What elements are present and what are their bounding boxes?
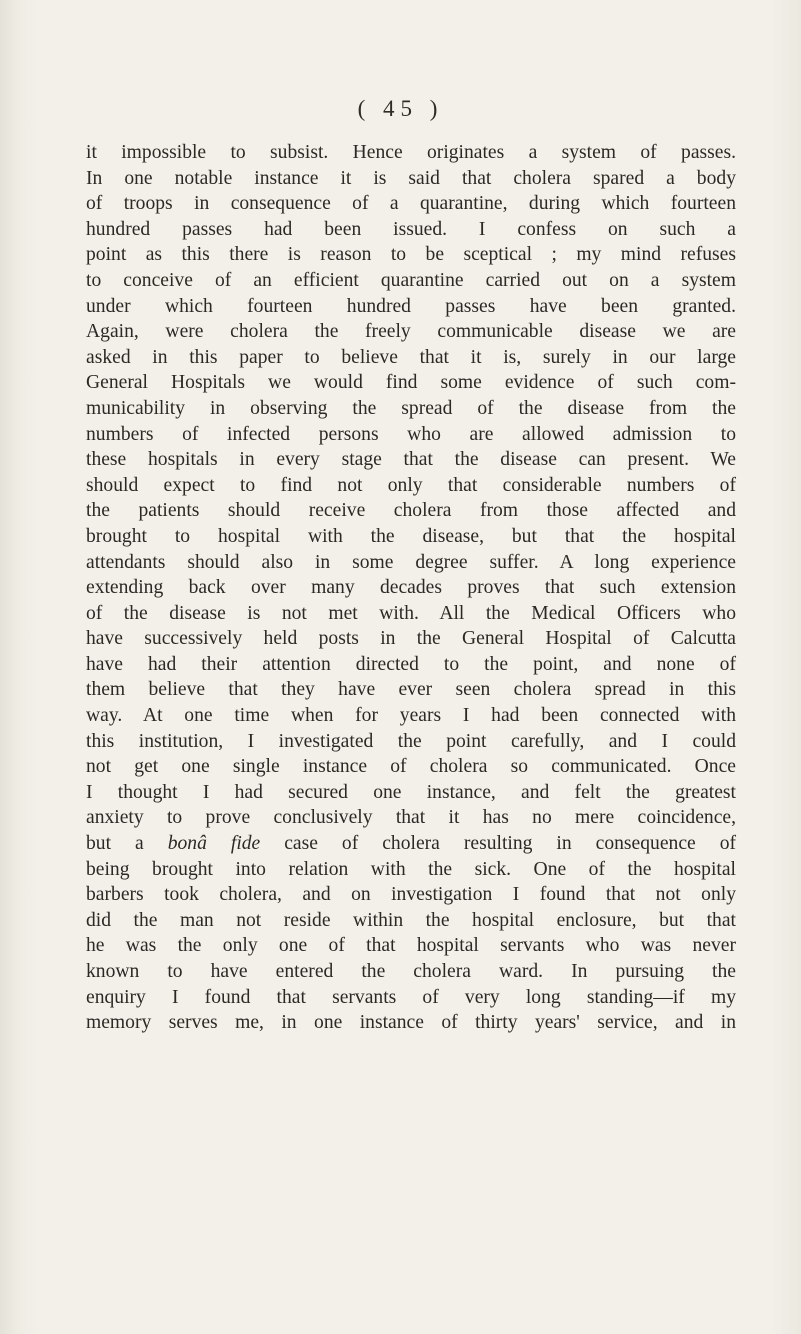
text-line-26: I thought I had secured one instance, and felt the greatest: [86, 781, 736, 803]
text-line-23: way. At one time when for years I had been connected with: [86, 705, 736, 727]
text-line-15: the patients should receive cholera from those affected and: [86, 500, 736, 522]
text-line-14: should expect to find not only that considerable numbers of: [86, 474, 736, 496]
text-line-3: of troops in consequence of a quarantine, during which fourteen: [86, 193, 736, 215]
text-line-11: municability in observing the spread of the disease from the: [86, 397, 736, 419]
text-line-8: Again, were cholera the freely communicable disease we are: [86, 321, 736, 343]
text-line-18: extending back over many decades proves that such extension: [86, 577, 736, 599]
text-line-25: not get one single instance of cholera so communicated. Once: [86, 756, 736, 778]
text-line-10: General Hospitals we would find some evidence of such com-: [86, 372, 736, 394]
text-line-5: point as this there is reason to be sceptical ; my mind refuses: [86, 244, 736, 266]
text-line-9: asked in this paper to believe that it is, surely in our large: [86, 346, 736, 368]
text-line-1: it impossible to subsist. Hence originates a system of passes.: [86, 142, 736, 163]
text-line-7: under which fourteen hundred passes have been granted.: [86, 295, 736, 317]
text-line-20: have successively held posts in the General Hospital of Calcutta: [86, 628, 736, 650]
text-line-12: numbers of infected persons who are allowed admission to: [86, 423, 736, 445]
text-line-22: them believe that they have ever seen cholera spread in this: [86, 679, 736, 701]
text-line-32: he was the only one of that hospital servants who was never: [86, 935, 736, 957]
text-line-24: this institution, I investigated the point carefully, and I could: [86, 730, 736, 752]
page-number: ( 45 ): [357, 96, 444, 121]
text-line-30: barbers took cholera, and on investigation I found that not only: [86, 884, 736, 906]
text-line-34: enquiry I found that servants of very long standing—if my: [86, 986, 736, 1008]
text-line-16: brought to hospital with the disease, but that the hospital: [86, 525, 736, 547]
text-line-28: but a bonâ fide case of cholera resulting in consequence of: [86, 833, 737, 855]
text-line-6: to conceive of an efficient quarantine carried out on a system: [86, 269, 736, 291]
body-text: [86, 140, 736, 1036]
text-line-27: anxiety to prove conclusively that it has no mere coincidence,: [86, 807, 736, 829]
text-line-4: hundred passes had been issued. I confess on such a: [86, 218, 736, 240]
text-line-21: have had their attention directed to the point, and none of: [86, 653, 736, 675]
text-line-29: being brought into relation with the sick. One of the hospital: [86, 858, 736, 880]
text-line-31: did the man not reside within the hospital enclosure, but that: [86, 909, 736, 931]
text-line-2: In one notable instance it is said that cholera spared a body: [86, 167, 736, 189]
text-line-35: memory serves me, in one instance of thirty years' service, and in: [86, 1012, 736, 1034]
text-line-13: these hospitals in every stage that the disease can present. We: [86, 449, 736, 471]
text-line-33: known to have entered the cholera ward. In pursuing the: [86, 961, 736, 982]
text-line-19: of the disease is not met with. All the Medical Officers who: [86, 602, 736, 624]
text-line-17: attendants should also in some degree suffer. A long experience: [86, 551, 736, 573]
italic-phrase: bonâ fide: [167, 833, 261, 855]
